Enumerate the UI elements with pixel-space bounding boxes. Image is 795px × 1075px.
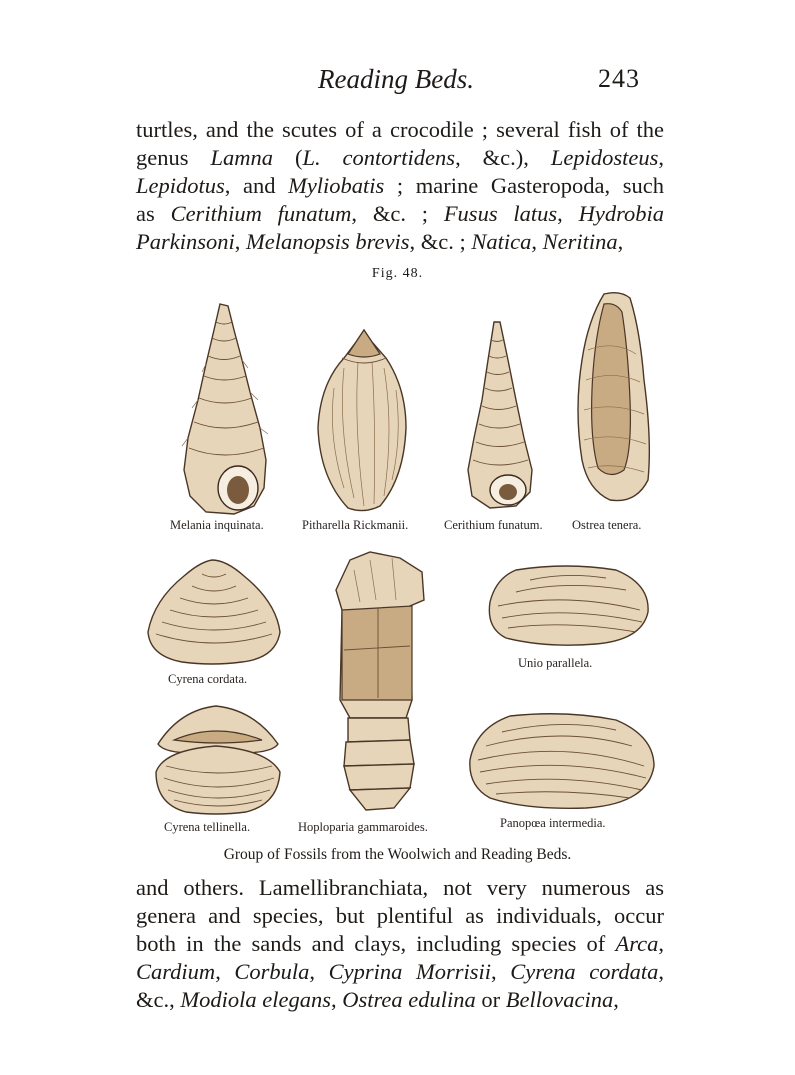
- text-line: genera and species, but plentiful as individuals, occur: [136, 903, 664, 928]
- italic-term: Cardium: [136, 959, 216, 984]
- caption-unio: Unio parallela.: [518, 656, 593, 670]
- italic-term: Cerithium funatum: [170, 201, 352, 226]
- cyrena-tellinella-illustration: [150, 700, 286, 818]
- figure-caption: Group of Fossils from the Woolwich and Reading Beds.: [223, 846, 572, 863]
- cerithium-funatum-illustration: [460, 320, 540, 510]
- italic-term: Lepidotus: [136, 173, 225, 198]
- italic-term: Bellovacina: [505, 987, 614, 1012]
- italic-term: L. contortidens: [302, 145, 456, 170]
- italic-term: Myliobatis: [288, 173, 385, 198]
- paragraph-bottom: [136, 874, 664, 1014]
- italic-term: Hydrobia: [578, 201, 664, 226]
- cyrena-cordata-illustration: [146, 556, 282, 666]
- italic-term: Corbula: [234, 959, 310, 984]
- caption-melania: Melania inquinata.: [170, 518, 264, 532]
- italic-term: Cyprina Morrisii: [328, 959, 491, 984]
- italic-term: Ostrea edulina: [342, 987, 476, 1012]
- caption-cerithium: Cerithium funatum.: [444, 518, 543, 532]
- unio-parallela-illustration: [486, 562, 652, 648]
- figure-label: Fig. 48.: [371, 266, 424, 281]
- italic-term: Arca: [615, 931, 659, 956]
- running-title: Reading Beds.: [318, 64, 474, 94]
- pitharella-rickmanii-illustration: [314, 328, 410, 514]
- italic-term: Melanopsis brevis: [246, 229, 410, 254]
- text-line: and others. Lamellibranchiata, not very numerous as: [136, 875, 664, 900]
- melania-inquinata-illustration: [176, 300, 272, 520]
- running-head: [0, 62, 795, 102]
- caption-cyrena-cordata: Cyrena cordata.: [168, 672, 248, 686]
- caption-hoploparia: Hoploparia gammaroides.: [298, 820, 428, 834]
- text-line: both in the sands and clays, including species of Arca,: [136, 931, 664, 956]
- hoploparia-gammaroides-illustration: [330, 550, 430, 812]
- page-number: 243: [598, 64, 640, 93]
- italic-term: Natica: [471, 229, 532, 254]
- caption-pitharella: Pitharella Rickmanii.: [302, 518, 409, 532]
- italic-term: Neritina: [542, 229, 618, 254]
- italic-term: Modiola elegans: [180, 987, 331, 1012]
- text-line: Cardium, Corbula, Cyprina Morrisii, Cyrena cordata,: [136, 959, 664, 984]
- text-line: Parkinsoni, Melanopsis brevis, &c. ; Natica, Neritina,: [136, 229, 624, 254]
- paragraph-top: [136, 116, 664, 256]
- italic-term: Lamna: [210, 145, 273, 170]
- text-line: Lepidotus, and Myliobatis ; marine Gasteropoda, such: [136, 173, 664, 198]
- panopaea-intermedia-illustration: [466, 710, 658, 812]
- caption-cyrena-tellinella: Cyrena tellinella.: [164, 820, 251, 834]
- italic-term: Fusus latus: [443, 201, 558, 226]
- italic-term: Parkinsoni: [136, 229, 235, 254]
- text-line: &c., Modiola elegans, Ostrea edulina or Bellovacina,: [136, 987, 619, 1012]
- caption-panopaea: Panopœa intermedia.: [500, 816, 606, 830]
- italic-term: Cyrena cordata: [510, 959, 659, 984]
- ostrea-tenera-illustration: [574, 290, 656, 510]
- text-line: turtles, and the scutes of a crocodile ; several fish of the: [136, 117, 664, 142]
- text-line: as Cerithium funatum, &c. ; Fusus latus, Hydrobia: [136, 201, 664, 226]
- italic-term: Lepidosteus: [550, 145, 659, 170]
- text-line: genus Lamna (L. contortidens, &c.), Lepidosteus,: [136, 145, 664, 170]
- caption-ostrea: Ostrea tenera.: [572, 518, 642, 532]
